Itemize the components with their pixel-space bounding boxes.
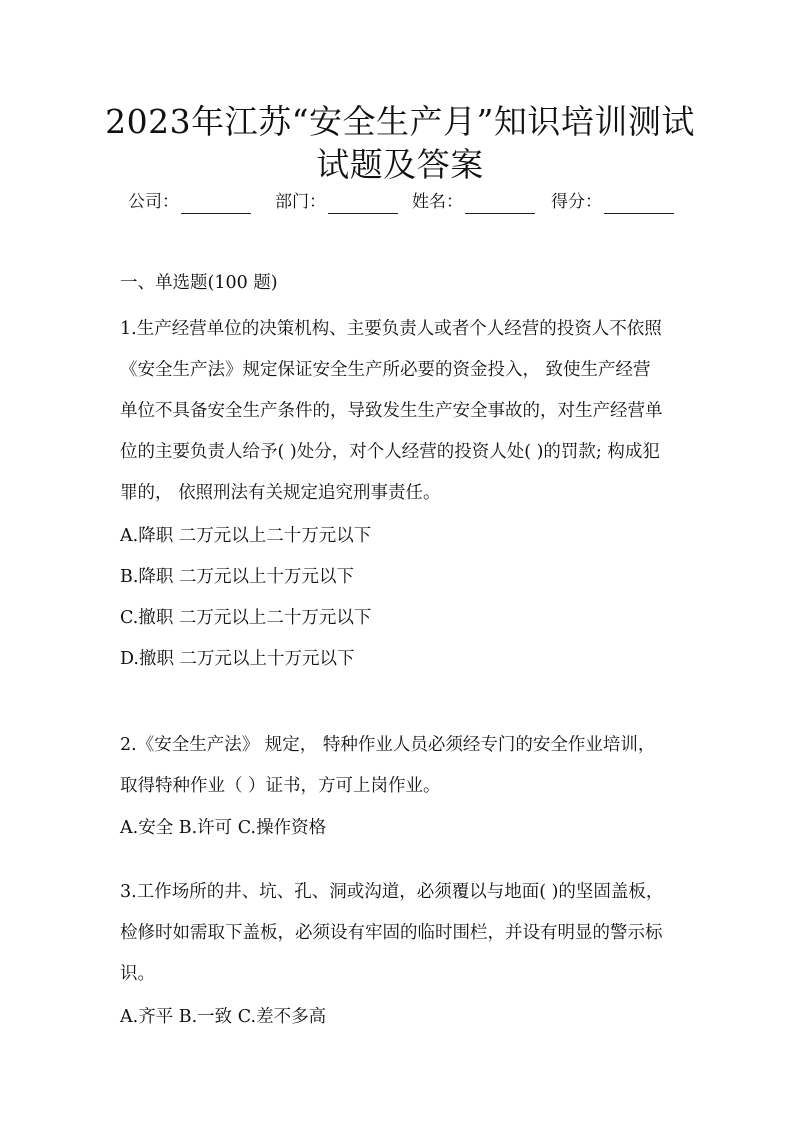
score-label: 得分：	[551, 192, 602, 212]
question-3-line-3: 识。	[120, 964, 155, 984]
question-2-options: A.安全 B.许可 C.操作资格	[120, 818, 327, 838]
info-fields	[128, 190, 688, 214]
company-blank	[181, 197, 251, 214]
question-3-line-1: 3.工作场所的井、坑、孔、洞或沟道，必须覆以与地面( )的坚固盖板，	[120, 882, 664, 902]
company-field	[128, 190, 251, 214]
question-3-options: A.齐平 B.一致 C.差不多高	[120, 1007, 327, 1027]
department-blank	[328, 197, 398, 214]
department-label: 部门：	[275, 192, 326, 212]
question-2-line-1: 2.《安全生产法》 规定， 特种作业人员必须经专门的安全作业培训，	[120, 735, 656, 755]
question-1-line-4: 位的主要负责人给予( )处分，对个人经营的投资人处( )的罚款; 构成犯	[120, 442, 660, 462]
question-1-option-c: C.撤职 二万元以上二十万元以下	[120, 608, 372, 628]
question-1-line-5: 罪的， 依照刑法有关规定追究刑事责任。	[120, 483, 441, 503]
document-title-line-2: 试题及答案	[316, 145, 484, 184]
question-1-line-3: 单位不具备安全生产条件的，导致发生生产安全事故的，对生产经营单	[120, 401, 663, 421]
question-1-line-1: 1.生产经营单位的决策机构、主要负责人或者个人经营的投资人不依照	[120, 319, 662, 339]
question-1-option-d: D.撤职 二万元以上十万元以下	[120, 649, 355, 669]
name-blank	[465, 197, 535, 214]
score-field	[551, 190, 674, 214]
question-1-line-2: 《安全生产法》规定保证安全生产所必要的资金投入， 致使生产经营	[120, 360, 651, 380]
name-label: 姓名：	[412, 192, 463, 212]
department-field	[275, 190, 398, 214]
question-2-line-2: 取得特种作业（ ）证书，方可上岗作业。	[120, 776, 441, 796]
score-blank	[604, 197, 674, 214]
document-title-line-1: 2023年江苏“安全生产月”知识培训测试	[105, 102, 695, 141]
question-1-option-b: B.降职 二万元以上十万元以下	[120, 567, 354, 587]
section-heading: 一、单选题(100 题)	[120, 273, 278, 293]
question-3-line-2: 检修时如需取下盖板，必须设有牢固的临时围栏，并设有明显的警示标	[120, 923, 663, 943]
company-label: 公司：	[128, 192, 179, 212]
name-field	[412, 190, 535, 214]
question-1-option-a: A.降职 二万元以上二十万元以下	[120, 526, 372, 546]
